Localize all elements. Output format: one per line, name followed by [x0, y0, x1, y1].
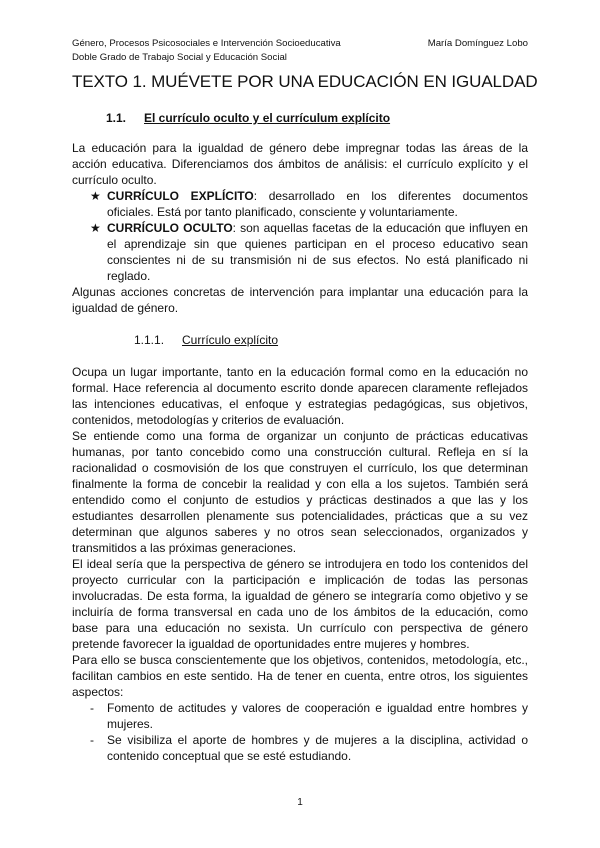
bullet-item: [72, 188, 528, 220]
body-paragraph: Se entiende como una forma de organizar un conjunto de prácticas educativas humanas, por tanto concebido como una construcción cultural. Refleja en sí la racionalidad o cosmovisión de los que construyen el currículo, los que determinan finalmente la forma de concebir la realidad y con ella a los sujetos. También será entendido como el conjunto de estudios y prácticas destinados a que las y los estudiantes desarrollen plenamente sus potencialidades, prácticas que a su vez determinan que algunos saberes y no otros sean seleccionados, organizados y transmitidos a las próximas generaciones.: [72, 429, 528, 555]
header-degree: Doble Grado de Trabajo Social y Educación Social: [72, 52, 287, 63]
body-paragraph: Ocupa un lugar importante, tanto en la educación formal como en la educación no formal. Hace referencia al documento escrito donde aparecen claramente reflejados las intenciones educativas, el enfoque y estrategias pedagógicas, sus objetivos, contenidos, metodologías y criterios de evaluación.: [72, 365, 528, 427]
section-heading-1-1-1: [134, 332, 278, 348]
star-bullet-icon: ★: [90, 189, 101, 203]
header-author: María Domínguez Lobo: [427, 38, 528, 49]
section-label: El currículo oculto y el currículum explícito: [144, 111, 391, 125]
bullet-text: : son aquellas facetas de la educación que influyen en el aprendizaje sin que quienes participan en el proceso educativo sean conscientes ni de su transmisión ni de sus efectos. No está planificado ni reglado.: [107, 221, 528, 283]
curriculum-bullet-list: [72, 188, 528, 284]
page-header: [72, 37, 528, 65]
dash-item-text: Se visibiliza el aporte de hombres y de mujeres a la disciplina, actividad o contenido conceptual que se esté estudiando.: [107, 733, 528, 763]
aspects-dash-list: [72, 700, 528, 764]
bullet-text: : desarrollado en los diferentes documentos oficiales. Está por tanto planificado, consciente y voluntariamente.: [107, 189, 528, 219]
body-paragraph: El ideal sería que la perspectiva de género se introdujera en todo los contenidos del proyecto curricular con la participación e implicación de todas las personas involucradas. De esta forma, la igualdad de género se integraría como objetivo y se incluiría de forma transversal en cada uno de los ámbitos de la educación, como base para una educación no sexista. Un currículo con perspectiva de género pretende favorecer la igualdad de oportunidades entre mujeres y hombres.: [72, 557, 528, 651]
page-number: 1: [297, 797, 303, 808]
after-bullets-paragraph: Algunas acciones concretas de intervención para implantar una educación para la igualdad de género.: [72, 285, 528, 315]
star-bullet-icon: ★: [90, 221, 101, 235]
bullet-term: CURRÍCULO EXPLÍCITO: [107, 189, 254, 203]
dash-item-text: Fomento de actitudes y valores de cooperación e igualdad entre hombres y mujeres.: [107, 701, 528, 731]
section-label: Currículo explícito: [182, 333, 279, 347]
dash-bullet-icon: -: [90, 701, 94, 715]
header-course-title: Género, Procesos Psicosociales e Intervención Socioeducativa: [72, 38, 341, 49]
body-paragraph: Para ello se busca conscientemente que los objetivos, contenidos, metodología, etc., facilitan cambios en este sentido. Ha de tener en cuenta, entre otros, los siguientes aspectos:: [72, 653, 528, 699]
document-title: TEXTO 1. MUÉVETE POR UNA EDUCACIÓN EN IGUALDAD: [72, 72, 538, 91]
bullet-term: CURRÍCULO OCULTO: [107, 221, 233, 235]
section-heading-1-1: [106, 110, 390, 126]
section-number: 1.1.: [106, 111, 127, 125]
bullet-item: [72, 220, 528, 284]
dash-item: [72, 732, 528, 764]
dash-item: [72, 700, 528, 732]
section-number: 1.1.1.: [134, 333, 165, 347]
body-text: [72, 364, 528, 700]
intro-paragraph: La educación para la igualdad de género debe impregnar todas las áreas de la acción educativa. Diferenciamos dos ámbitos de análisis: el currículo explícito y el currículo oculto.: [72, 141, 528, 187]
dash-bullet-icon: -: [90, 733, 94, 747]
